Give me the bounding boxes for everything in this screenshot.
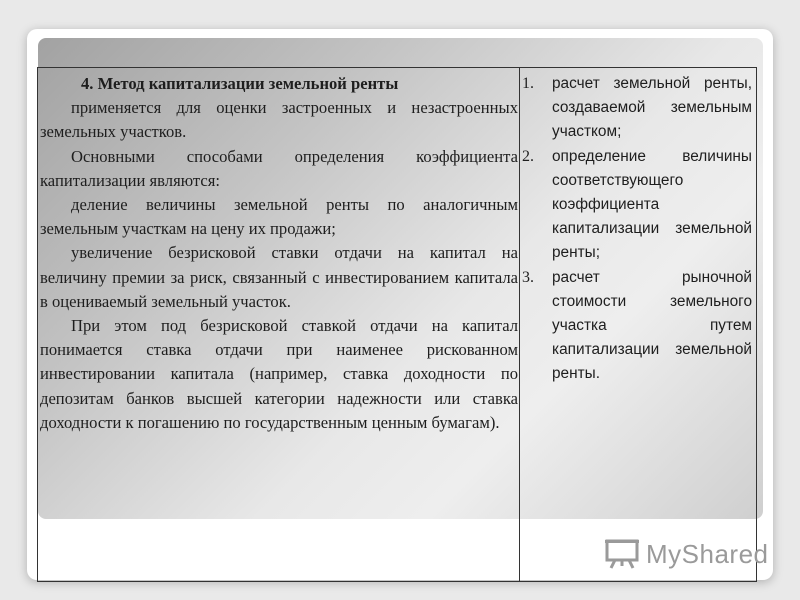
watermark-logo (604, 536, 769, 572)
table-right-border (756, 67, 757, 582)
method-heading: 4. Метод капитализации земельной ренты (81, 74, 399, 93)
list-item (522, 72, 752, 145)
method-paragraph: увеличение безрисковой ставки отдачи на капитал на величину премии за риск, связанный с инвестированием капитала в оцениваемый земельный участок. (40, 243, 518, 311)
step-text: расчет рыночной стоимости земельного участка путем капитализации земельной ренты. (552, 268, 752, 383)
table-bottom-border (37, 581, 757, 582)
list-item (522, 145, 752, 266)
method-paragraph: деление величины земельной ренты по аналогичным земельным участкам на цену их продажи; (40, 195, 518, 239)
table-left-border (37, 67, 38, 582)
watermark-text: MyShared (646, 539, 769, 569)
step-number: 2. (522, 147, 534, 165)
presentation-board-icon (604, 539, 640, 569)
method-paragraph: Основными способами определения коэффициента капитализации являются: (40, 146, 518, 190)
steps-list (522, 72, 752, 387)
method-steps-column (522, 72, 752, 387)
step-text: определение величины соответствующего коэффициента капитализации земельной ренты; (552, 147, 752, 262)
step-number: 3. (522, 268, 534, 286)
table-column-divider (519, 67, 520, 582)
method-paragraph: применяется для оценки застроенных и незастроенных земельных участков. (40, 98, 518, 142)
list-item (522, 266, 752, 387)
step-text: расчет земельной ренты, создаваемой земельным участком; (552, 75, 752, 141)
table-top-border (37, 67, 757, 68)
method-description-column (40, 72, 518, 435)
step-number: 1. (522, 75, 534, 92)
method-paragraph: При этом под безрисковой ставкой отдачи на капитал понимается ставка отдачи при наименее рискованном инвестировании капитала (например, ставка доходности по депозитам банков высшей категории надежности или ставка доходности к погашению по государственным ценным бумагам). (40, 316, 518, 432)
